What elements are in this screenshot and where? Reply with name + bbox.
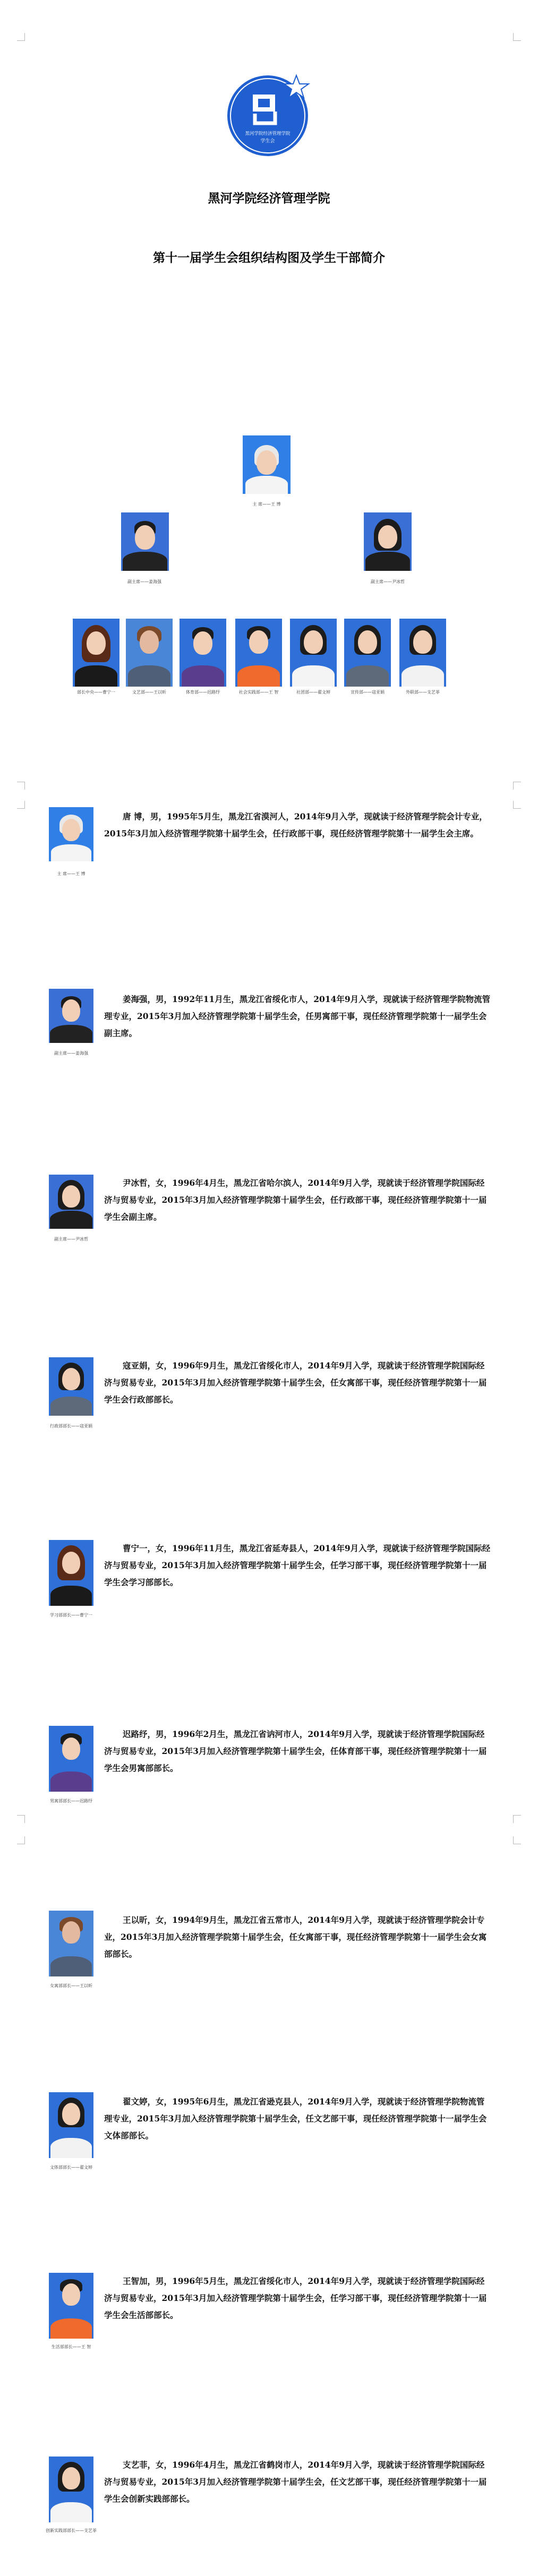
profile-text: 尹冰哲，女，1996年4月生，黑龙江省哈尔滨人，2014年9月入学，现就读于经济管理学院国际经济与贸易专业，2015年3月加入经济管理学院第十届学生会，任行政部干事，现任经济管理学院第十一届学生会副主席。 (104, 1178, 487, 1222)
profile-photo (49, 807, 93, 861)
minister-photo (126, 619, 173, 687)
vice-president-left-photo (121, 512, 169, 571)
president-caption: 主 席——王 博 (252, 502, 281, 507)
minister-photo (235, 619, 282, 687)
minister-photo (399, 619, 446, 687)
profile-caption: 行政部部长——寇亚娟 (50, 1424, 92, 1428)
profile-photo (49, 1726, 93, 1792)
profile-text: 支艺菲，女，1996年4月生，黑龙江省鹤岗市人，2014年9月入学，现就读于经济管理学院国际经济与贸易专业，2015年3月加入经济管理学院第十届学生会，任文艺部干事，现任经济管理学院第十一届学生会创新实践部部长。 (104, 2460, 487, 2504)
profile-photo (49, 1540, 93, 1606)
minister-caption: 部长中央——曹宁一 (77, 690, 115, 695)
profile-text: 曹宁一，女，1996年11月生，黑龙江省延寿县人，2014年9月入学，现就读于经济管理学院国际经济与贸易专业，2015年3月加入经济管理学院第十届学生会，任学习部干事，现任经济管理学院第十一届学生会学习部部长。 (104, 1543, 491, 1587)
profile-photo (49, 2457, 93, 2522)
profile-caption: 男寓部部长——迟路纾 (50, 1799, 92, 1803)
minister-photo (180, 619, 226, 687)
page-corner-mark (17, 782, 25, 790)
profile-photo (49, 989, 93, 1043)
profile-text: 王以昕，女，1994年9月生，黑龙江省五常市人，2014年9月入学，现就读于经济管理学院会计专业，2015年3月加入经济管理学院第十届学生会，任女寓部干事，现任经济管理学院第十一届学生会女寓部部长。 (104, 1915, 487, 1959)
profile-caption: 文体部部长——翟文婷 (50, 2165, 92, 2170)
minister-photo (344, 619, 391, 687)
minister-photo (290, 619, 337, 687)
profile-text: 唐 博，男，1995年5月生，黑龙江省漠河人，2014年9月入学，现就读于经济管理学院会计专业，2015年3月加入经济管理学院第十届学生会，任行政部干事，现任经济管理学院第十一届学生会主席。 (104, 811, 488, 838)
minister-caption: 文艺部——王以昕 (132, 690, 166, 695)
minister-caption: 外联部——支艺菲 (406, 690, 440, 695)
profile-photo (49, 1911, 93, 1976)
profile-caption: 生活部部长——王 智 (51, 2344, 91, 2349)
vice-president-right-photo (364, 512, 412, 571)
profile-caption: 副主席——姜海强 (54, 1051, 88, 1056)
minister-caption: 社团部——翟文婷 (296, 690, 330, 695)
profile-caption: 学习部部长——曹宁一 (50, 1613, 92, 1618)
profile-text: 迟路纾，男，1996年2月生，黑龙江省讷河市人，2014年9月入学，现就读于经济管理学院国际经济与贸易专业，2015年3月加入经济管理学院第十届学生会，任体育部干事，现任经济管理学院第十一届学生会男寓部部长。 (104, 1729, 487, 1773)
minister-caption: 体育部——迟路纾 (186, 690, 220, 695)
profile-photo (49, 1175, 93, 1229)
vice-president-left-caption: 副主席——姜海强 (127, 579, 161, 584)
minister-photo (73, 619, 119, 687)
profile-photo (49, 1357, 93, 1416)
page-corner-mark (17, 801, 25, 809)
student-union-logo (222, 68, 318, 157)
profile-caption: 女寓部部长——王以昕 (50, 1983, 92, 1988)
minister-caption: 社会实践部——王 智 (238, 690, 279, 695)
page-corner-mark (17, 1815, 25, 1823)
page-corner-mark (17, 33, 25, 41)
profile-text: 姜海强，男，1992年11月生，黑龙江省绥化市人，2014年9月入学，现就读于经济管理学院物流管理专业，2015年3月加入经济管理学院第十届学生会，任男寓部干事，现任经济管理学院第十一届学生会副主席。 (104, 994, 491, 1038)
profile-caption: 副主席——尹冰哲 (54, 1237, 88, 1242)
page-corner-mark (513, 33, 521, 41)
page-corner-mark (17, 1836, 25, 1844)
main-title: 第十一届学生会组织结构图及学生干部简介 (153, 251, 385, 265)
page-corner-mark (513, 782, 521, 790)
profile-text: 王智加，男，1996年5月生，黑龙江省绥化市人，2014年9月入学，现就读于经济管理学院国际经济与贸易专业，2015年3月加入经济管理学院第十届学生会，任学习部干事，现任经济管理学院第十一届学生会生活部部长。 (104, 2276, 487, 2320)
logo-text-union: 学生会 (260, 139, 275, 144)
college-name: 黑河学院经济管理学院 (208, 191, 330, 206)
profile-caption: 主 席——王 博 (57, 871, 86, 876)
page-corner-mark (513, 1815, 521, 1823)
vice-president-right-caption: 副主席——尹冰哲 (371, 579, 405, 584)
profile-text: 寇亚娟，女，1996年9月生，黑龙江省绥化市人，2014年9月入学，现就读于经济管理学院国际经济与贸易专业，2015年3月加入经济管理学院第十届学生会，任女寓部干事，现任经济管理学院第十一届学生会行政部部长。 (104, 1360, 487, 1405)
page-corner-mark (513, 801, 521, 809)
profile-photo (49, 2273, 93, 2339)
president-photo (243, 435, 291, 494)
profile-text: 翟文婷，女，1995年6月生，黑龙江省逊克县人，2014年9月入学，现就读于经济管理学院物流管理专业，2015年3月加入经济管理学院第十届学生会，任文艺部干事，现任经济管理学院第十一届学生会文体部部长。 (104, 2096, 487, 2141)
page-corner-mark (513, 1836, 521, 1844)
profile-photo (49, 2092, 93, 2158)
profile-caption: 创新实践部部长——支艺菲 (46, 2528, 97, 2533)
minister-caption: 宣传部——寇亚娟 (351, 690, 385, 695)
logo-text-college: 黑河学院经济管理学院 (245, 131, 291, 136)
